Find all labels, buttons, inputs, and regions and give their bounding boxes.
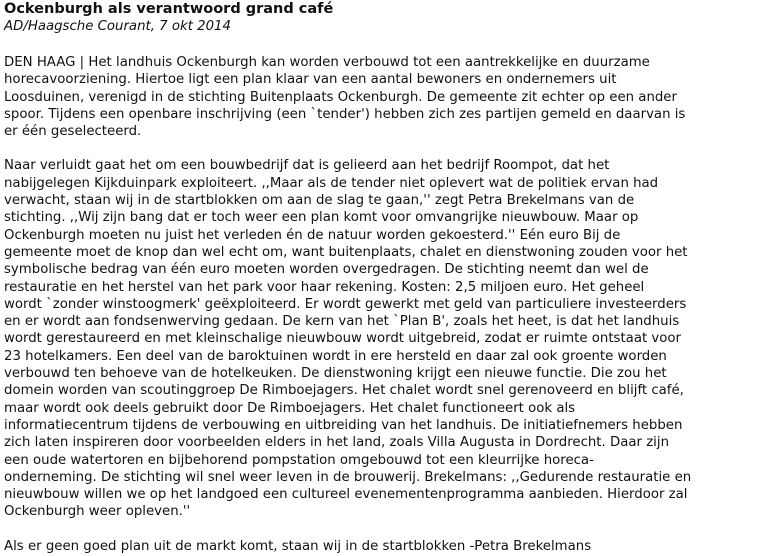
text-line: Ockenburgh moeten nu juist het verleden én de natuur worden gekoesterd.'' Eén euro Bij de	[4, 227, 621, 243]
article-title: Ockenburgh als verantwoord grand café	[4, 1, 334, 17]
text-line: verwacht, staan wij in de startblokken om aan de slag te gaan,'' zegt Petra Brekelmans van de	[4, 193, 635, 209]
text-line: maar wordt ook deels gebruikt door De Rimboejagers. Het chalet functioneert ook als	[4, 400, 576, 416]
text-line: wordt gerestaureerd en met kleinschalige nieuwbouw wordt uitgebreid, zodat er ruimte ontstaat voor	[4, 331, 682, 347]
text-line: horecavoorziening. Hiertoe ligt een plan klaar van een aantal bewoners en ondernemers uit	[4, 72, 617, 88]
text-line: onderneming. De stichting wil snel weer leven in de brouwerij. Brekelmans: ,,Gedurende restauratie en	[4, 469, 692, 485]
text-line: en er wordt aan fondsenwerving gedaan. De kern van het `Plan B', zoals het heet, is dat het landhuis	[4, 314, 680, 330]
text-line: nabijgelegen Kijkduinpark exploiteert. ,,Maar als de tender niet oplevert wat de politiek ervan had	[4, 175, 659, 191]
text-line: Loosduinen, verenigd in de stichting Buitenplaats Ockenburgh. De gemeente zit echter op een ander	[4, 89, 677, 105]
closing-quote: Als er geen goed plan uit de markt komt, staan wij in de startblokken -Petra Brekelmans	[4, 538, 592, 554]
text-line: zich laten inspireren door voorbeelden elders in het land, zoals Villa Augusta in Dordrecht. Daar zijn	[4, 435, 669, 451]
paragraph-body	[4, 157, 756, 520]
text-line: informatiecentrum tijdens de verbouwing en uitbreiding van het landhuis. De initiatiefnemers hebben	[4, 417, 683, 433]
paragraph-intro	[4, 54, 756, 140]
text-line: Ockenburgh weer opleven.''	[4, 504, 191, 520]
text-line: gemeente moet de knop dan wel echt om, want buitenplaats, chalet en dienstwoning zouden voor het	[4, 244, 688, 260]
text-line: wordt `zonder winstoogmerk' geëxploiteerd. Er wordt gewerkt met geld van particuliere investeerders	[4, 296, 687, 312]
text-line: restauratie en het herstel van het park voor haar rekening. Kosten: 2,5 miljoen euro. Het geheel	[4, 279, 645, 295]
text-line: symbolische bedrag van één euro moeten worden overgedragen. De stichting neemt dan wel de	[4, 262, 649, 278]
text-line: verbouwd ten behoeve van de hotelkeuken. De dienstwoning krijgt een nieuwe functie. Die zou het	[4, 366, 667, 382]
article-source: AD/Haagsche Courant, 7 okt 2014	[4, 19, 231, 34]
text-line: domein worden van scoutinggroep De Rimboejagers. Het chalet wordt snel gerenoveerd en blijft café,	[4, 383, 684, 399]
text-line: een oude watertoren en bijbehorend pompstation omgebouwd tot een kleurrijke horeca-	[4, 452, 594, 468]
text-line: er één geselecteerd.	[4, 124, 142, 140]
text-line: nieuwbouw willen we op het landgoed een cultureel evenementenprogramma aanbieden. Hierdoor zal	[4, 487, 688, 503]
text-line: stichting. ,,Wij zijn bang dat er toch weer een plan komt voor omvangrijke nieuwbouw. Maar op	[4, 210, 639, 226]
text-line: DEN HAAG | Het landhuis Ockenburgh kan worden verbouwd tot een aantrekkelijke en duurzame	[4, 55, 650, 70]
text-line: 23 hotelkamers. Een deel van de baroktuinen wordt in ere hersteld en daar zal ook groente worden	[4, 348, 667, 364]
article	[4, 0, 756, 555]
text-line: spoor. Tijdens een openbare inschrijving (een `tender') hebben zich zes partijen gemeld en daarvan is	[4, 106, 686, 122]
text-line: Naar verluidt gaat het om een bouwbedrijf dat is gelieerd aan het bedrijf Roompot, dat het	[4, 158, 610, 174]
